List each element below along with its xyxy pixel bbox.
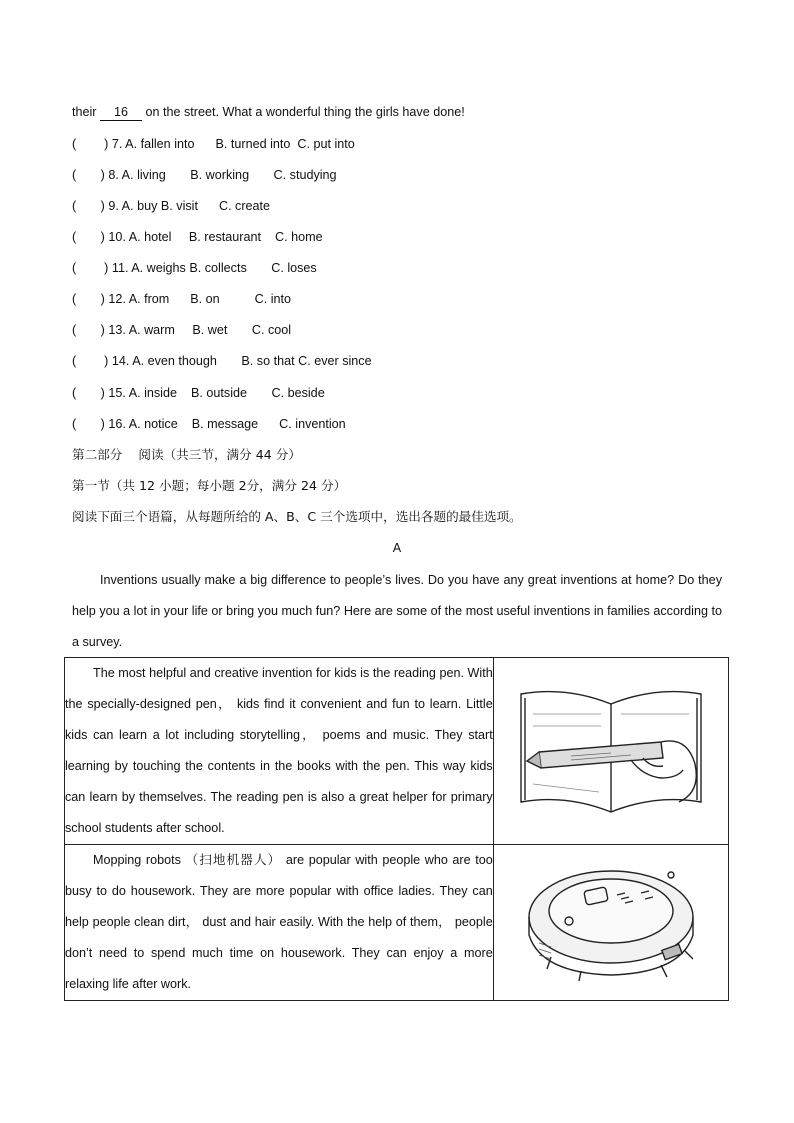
section-one-heading: 第一节（共 12 小题；每小题 2分，满分 24 分） [72,478,347,493]
question-15: ( ) 15. A. inside B. outside C. beside [72,386,325,400]
table-row [65,658,729,845]
question-12: ( ) 12. A. from B. on C. into [72,292,292,306]
mopping-robot-icon [521,855,701,985]
question-9: ( ) 9. A. buy B. visit C. create [72,199,271,213]
table-row [65,845,729,1001]
reading-pen-image [493,658,728,845]
intro-line [72,104,465,121]
question-13: ( ) 13. A. warm B. wet C. cool [72,323,292,337]
reading-pen-icon [511,674,711,824]
passage-intro-text: Inventions usually make a big difference to people’s lives. Do you have any great inventions at home? Do they help you a lot in your life or bring you much fun? Here are some of the most useful inventions in families according to a survey. [72,573,722,649]
passage-label: A [392,541,402,555]
answer-blank: 16 [100,104,142,121]
question-14: ( ) 14. A. even though B. so that C. ever since [72,354,372,368]
question-10: ( ) 10. A. hotel B. restaurant C. home [72,230,323,244]
question-11: ( ) 11. A. weighs B. collects C. loses [72,261,317,275]
section-part-heading: 第二部分 阅读（共三节，满分 44 分） [72,447,301,462]
question-16: ( ) 16. A. notice B. message C. invention [72,417,346,431]
question-8: ( ) 8. A. living B. working C. studying [72,168,337,182]
reading-pen-description [65,658,494,845]
reading-pen-text: The most helpful and creative invention for kids is the reading pen. With the specially-designed pen， kids find it convenient and fun to learn. Little kids can learn a lot including storytelling， poems and music. They start learning by touching the contents in the books with the pen. This way kids can learn by themselves. The reading pen is also a great helper for primary school students after school. [65,666,493,835]
reading-instruction: 阅读下面三个语篇，从每题所给的 A、B、C 三个选项中，选出各题的最佳选项。 [72,509,522,524]
intro-suffix: on the street. What a wonderful thing the girls have done! [142,105,465,119]
mopping-robot-text: Mopping robots （扫地机器人） are popular with people who are too busy to do housework. They are more popular with office ladies. They can help people clean dirt， dust and hair easily. With the help of them， people don’t need to spend much time on housework. They can enjoy a more relaxing life after work. [65,853,493,991]
inventions-table [64,657,729,1001]
passage-intro [72,565,722,658]
question-7: ( ) 7. A. fallen into B. turned into C. put into [72,137,355,151]
mopping-robot-image [493,845,728,1001]
intro-prefix: their [72,105,100,119]
mopping-robot-description [65,845,494,1001]
